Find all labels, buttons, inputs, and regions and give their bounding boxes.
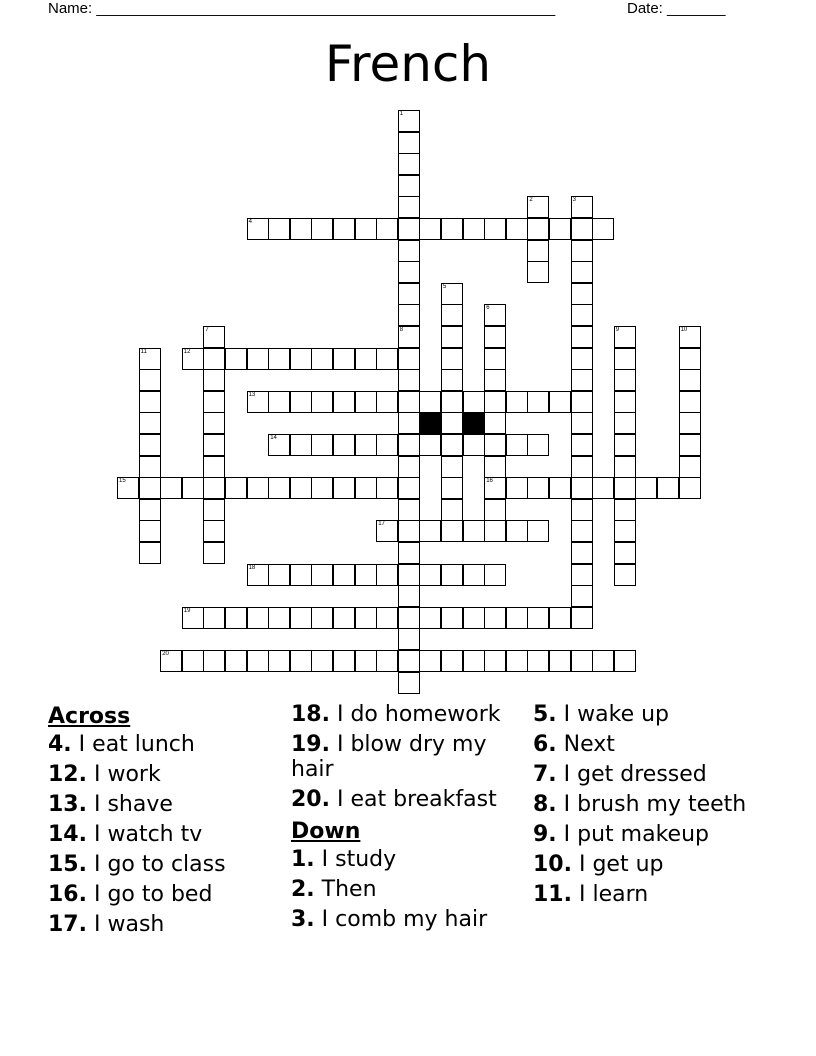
grid-cell[interactable]	[527, 240, 549, 262]
grid-cell[interactable]	[679, 477, 701, 499]
grid-cell[interactable]	[225, 607, 247, 629]
grid-cell[interactable]	[419, 564, 441, 586]
grid-cell[interactable]	[355, 564, 377, 586]
cell-number: 8	[399, 327, 404, 333]
grid-cell[interactable]	[268, 564, 290, 586]
grid-cell[interactable]	[679, 456, 701, 478]
grid-cell[interactable]	[203, 542, 225, 564]
grid-cell[interactable]	[139, 456, 161, 478]
grid-cell[interactable]	[398, 110, 420, 132]
grid-cell[interactable]	[333, 477, 355, 499]
grid-cell[interactable]	[441, 477, 463, 499]
grid-cell[interactable]	[333, 650, 355, 672]
grid-cell[interactable]	[376, 477, 398, 499]
grid-cell[interactable]	[268, 607, 290, 629]
grid-cell[interactable]	[203, 348, 225, 370]
grid-cell[interactable]	[398, 304, 420, 326]
grid-cell[interactable]	[160, 650, 182, 672]
grid-cell[interactable]	[398, 283, 420, 305]
grid-cell[interactable]	[203, 412, 225, 434]
grid-cell[interactable]	[484, 520, 506, 542]
cell-number: 17	[378, 521, 385, 528]
grid-cell[interactable]	[290, 218, 312, 240]
grid-cell[interactable]	[247, 650, 269, 672]
cell-number: 14	[270, 435, 277, 441]
grid-cell[interactable]	[441, 218, 463, 240]
grid-cell[interactable]	[614, 542, 636, 564]
grid-cell[interactable]	[376, 434, 398, 456]
grid-cell[interactable]	[441, 369, 463, 391]
grid-cell[interactable]	[527, 196, 549, 218]
clue-down-10: 10. I get up	[533, 852, 664, 877]
cell-number: 19	[183, 607, 191, 614]
grid-cell[interactable]	[355, 650, 377, 672]
grid-cell[interactable]	[290, 391, 312, 413]
grid-cell[interactable]	[463, 434, 485, 456]
grid-cell[interactable]	[484, 499, 506, 521]
grid-cell[interactable]	[398, 326, 420, 348]
grid-cell[interactable]	[203, 499, 225, 521]
grid-cell[interactable]	[333, 434, 355, 456]
grid-cell[interactable]	[290, 477, 312, 499]
grid-cell[interactable]	[398, 391, 420, 413]
clue-down-1: 1. I study	[291, 847, 397, 872]
grid-cell[interactable]	[549, 391, 571, 413]
grid-cell[interactable]	[679, 369, 701, 391]
grid-cell[interactable]	[463, 564, 485, 586]
grid-cell[interactable]	[571, 348, 593, 370]
grid-cell[interactable]	[311, 477, 333, 499]
grid-cell[interactable]	[614, 477, 636, 499]
grid-cell[interactable]	[355, 218, 377, 240]
grid-cell[interactable]	[398, 628, 420, 650]
cell-number: 3	[572, 197, 576, 204]
grid-cell[interactable]	[571, 499, 593, 521]
grid-cell[interactable]	[571, 196, 593, 218]
clue-down-5: 5. I wake up	[533, 702, 670, 727]
cell-number: 1	[399, 111, 404, 117]
grid-cell[interactable]	[398, 607, 420, 629]
cell-number: 15	[119, 478, 126, 485]
grid-cell[interactable]	[527, 477, 549, 499]
grid-cell[interactable]	[463, 650, 485, 672]
grid-cell[interactable]	[419, 391, 441, 413]
grid-cell[interactable]	[419, 218, 441, 240]
grid-cell[interactable]	[117, 477, 139, 499]
grid-cell[interactable]	[419, 520, 441, 542]
grid-cell[interactable]	[333, 218, 355, 240]
grid-cell[interactable]	[182, 477, 204, 499]
cell-number: 10	[680, 327, 688, 333]
grid-cell[interactable]	[463, 520, 485, 542]
across-heading: Across	[48, 704, 131, 729]
grid-cell[interactable]	[571, 283, 593, 305]
grid-cell[interactable]	[571, 456, 593, 478]
grid-cell[interactable]	[247, 348, 269, 370]
grid-cell[interactable]	[268, 391, 290, 413]
grid-cell[interactable]	[139, 369, 161, 391]
grid-cell[interactable]	[484, 650, 506, 672]
grid-cell[interactable]	[484, 564, 506, 586]
grid-cell[interactable]	[679, 391, 701, 413]
grid-cell[interactable]	[333, 348, 355, 370]
grid-cell[interactable]	[268, 434, 290, 456]
grid-cell[interactable]	[549, 650, 571, 672]
grid-cell[interactable]	[441, 283, 463, 305]
grid-cell[interactable]	[614, 348, 636, 370]
grid-cell[interactable]	[484, 348, 506, 370]
grid-cell[interactable]	[441, 499, 463, 521]
clue-across-19: 19. I blow dry my hair	[291, 732, 487, 782]
grid-cell[interactable]	[571, 240, 593, 262]
grid-cell[interactable]	[139, 434, 161, 456]
grid-cell[interactable]	[311, 607, 333, 629]
grid-cell[interactable]	[398, 240, 420, 262]
grid-cell[interactable]	[355, 434, 377, 456]
grid-cell[interactable]	[139, 391, 161, 413]
clue-down-2: 2. Then	[291, 877, 377, 902]
grid-cell[interactable]	[247, 477, 269, 499]
clue-across-16: 16. I go to bed	[48, 882, 213, 907]
cell-number: 5	[443, 283, 447, 290]
grid-cell[interactable]	[376, 391, 398, 413]
black-cell	[463, 412, 485, 434]
cell-number: 9	[615, 327, 620, 333]
grid-cell[interactable]	[376, 348, 398, 370]
grid-cell[interactable]	[398, 564, 420, 586]
grid-cell[interactable]	[527, 218, 549, 240]
grid-cell[interactable]	[398, 585, 420, 607]
grid-cell[interactable]	[333, 564, 355, 586]
grid-cell[interactable]	[441, 326, 463, 348]
grid-cell[interactable]	[398, 153, 420, 175]
grid-cell[interactable]	[441, 434, 463, 456]
grid-cell[interactable]	[614, 391, 636, 413]
grid-cell[interactable]	[441, 412, 463, 434]
clue-down-11: 11. I learn	[533, 882, 649, 907]
grid-cell[interactable]	[679, 348, 701, 370]
grid-cell[interactable]	[203, 369, 225, 391]
grid-cell[interactable]	[441, 650, 463, 672]
grid-cell[interactable]	[484, 304, 506, 326]
grid-cell[interactable]	[571, 412, 593, 434]
grid-cell[interactable]	[139, 499, 161, 521]
grid-cell[interactable]	[376, 650, 398, 672]
clue-down-9: 9. I put makeup	[533, 822, 709, 847]
grid-cell[interactable]	[484, 369, 506, 391]
grid-cell[interactable]	[571, 218, 593, 240]
grid-cell[interactable]	[657, 477, 679, 499]
grid-cell[interactable]	[614, 326, 636, 348]
grid-cell[interactable]	[571, 607, 593, 629]
grid-cell[interactable]	[398, 132, 420, 154]
cell-number: 20	[162, 651, 169, 657]
grid-cell[interactable]	[268, 218, 290, 240]
grid-cell[interactable]	[203, 456, 225, 478]
grid-cell[interactable]	[311, 434, 333, 456]
grid-cell[interactable]	[614, 499, 636, 521]
grid-cell[interactable]	[441, 391, 463, 413]
grid-cell[interactable]	[506, 520, 528, 542]
grid-cell[interactable]	[182, 348, 204, 370]
grid-cell[interactable]	[398, 218, 420, 240]
grid-cell[interactable]	[571, 520, 593, 542]
grid-cell[interactable]	[225, 477, 247, 499]
grid-cell[interactable]	[398, 412, 420, 434]
grid-cell[interactable]	[419, 650, 441, 672]
clues-column-2	[291, 702, 526, 937]
grid-cell[interactable]	[398, 434, 420, 456]
grid-cell[interactable]	[614, 369, 636, 391]
cell-number: 12	[183, 348, 191, 355]
cell-number: 2	[529, 197, 533, 204]
grid-cell[interactable]	[247, 391, 269, 413]
clue-across-13: 13. I shave	[48, 792, 173, 817]
grid-cell[interactable]	[376, 564, 398, 586]
grid-cell[interactable]	[398, 542, 420, 564]
grid-cell[interactable]	[398, 650, 420, 672]
grid-cell[interactable]	[139, 477, 161, 499]
grid-cell[interactable]	[203, 477, 225, 499]
grid-cell[interactable]	[571, 585, 593, 607]
grid-cell[interactable]	[290, 564, 312, 586]
cell-number: 6	[486, 305, 490, 312]
grid-cell[interactable]	[549, 607, 571, 629]
clue-across-18: 18. I do homework	[291, 702, 501, 727]
clue-across-12: 12. I work	[48, 762, 161, 787]
grid-cell[interactable]	[484, 607, 506, 629]
grid-cell[interactable]	[571, 369, 593, 391]
grid-cell[interactable]	[441, 304, 463, 326]
clue-across-20: 20. I eat breakfast	[291, 787, 497, 812]
clue-down-7: 7. I get dressed	[533, 762, 707, 787]
grid-cell[interactable]	[376, 520, 398, 542]
grid-cell[interactable]	[290, 650, 312, 672]
grid-cell[interactable]	[527, 520, 549, 542]
clue-across-17: 17. I wash	[48, 912, 165, 937]
grid-cell[interactable]	[290, 434, 312, 456]
grid-cell[interactable]	[571, 542, 593, 564]
grid-cell[interactable]	[203, 520, 225, 542]
grid-cell[interactable]	[463, 607, 485, 629]
grid-cell[interactable]	[571, 304, 593, 326]
grid-cell[interactable]	[333, 391, 355, 413]
grid-cell[interactable]	[527, 650, 549, 672]
grid-cell[interactable]	[139, 520, 161, 542]
grid-cell[interactable]	[203, 326, 225, 348]
grid-cell[interactable]	[247, 564, 269, 586]
grid-cell[interactable]	[398, 672, 420, 694]
grid-cell[interactable]	[441, 456, 463, 478]
grid-cell[interactable]	[679, 412, 701, 434]
name-field[interactable]: Name: _______________________________________________________	[48, 0, 556, 17]
grid-cell[interactable]	[247, 218, 269, 240]
grid-cell[interactable]	[160, 477, 182, 499]
grid-cell[interactable]	[311, 391, 333, 413]
grid-cell[interactable]	[527, 434, 549, 456]
clue-down-8: 8. I brush my teeth	[533, 792, 747, 817]
grid-cell[interactable]	[463, 218, 485, 240]
grid-cell[interactable]	[506, 607, 528, 629]
grid-cell[interactable]	[592, 650, 614, 672]
grid-cell[interactable]	[571, 564, 593, 586]
grid-cell[interactable]	[441, 607, 463, 629]
grid-cell[interactable]	[614, 434, 636, 456]
grid-cell[interactable]	[139, 412, 161, 434]
grid-cell[interactable]	[679, 326, 701, 348]
grid-cell[interactable]	[398, 520, 420, 542]
clues-column-3	[533, 702, 773, 912]
grid-cell[interactable]	[398, 175, 420, 197]
grid-cell[interactable]	[355, 607, 377, 629]
grid-cell[interactable]	[182, 650, 204, 672]
grid-cell[interactable]	[614, 564, 636, 586]
grid-cell[interactable]	[614, 456, 636, 478]
grid-cell[interactable]	[484, 391, 506, 413]
grid-cell[interactable]	[506, 434, 528, 456]
grid-cell[interactable]	[506, 477, 528, 499]
grid-cell[interactable]	[203, 650, 225, 672]
cell-number: 16	[486, 478, 493, 485]
grid-cell[interactable]	[311, 348, 333, 370]
grid-cell[interactable]	[506, 218, 528, 240]
grid-cell[interactable]	[333, 607, 355, 629]
grid-cell[interactable]	[484, 477, 506, 499]
grid-cell[interactable]	[376, 218, 398, 240]
grid-cell[interactable]	[398, 499, 420, 521]
cell-number: 18	[248, 564, 256, 571]
black-cell	[419, 412, 441, 434]
cell-number: 11	[140, 348, 147, 355]
grid-cell[interactable]	[441, 564, 463, 586]
grid-cell[interactable]	[355, 348, 377, 370]
grid-cell[interactable]	[484, 456, 506, 478]
grid-cell[interactable]	[311, 564, 333, 586]
grid-cell[interactable]	[419, 607, 441, 629]
grid-cell[interactable]	[182, 607, 204, 629]
grid-cell[interactable]	[398, 348, 420, 370]
grid-cell[interactable]	[592, 477, 614, 499]
grid-cell[interactable]	[484, 218, 506, 240]
grid-cell[interactable]	[311, 650, 333, 672]
grid-cell[interactable]	[571, 391, 593, 413]
grid-cell[interactable]	[355, 477, 377, 499]
grid-cell[interactable]	[398, 369, 420, 391]
grid-cell[interactable]	[614, 412, 636, 434]
grid-cell[interactable]	[571, 434, 593, 456]
cell-number: 7	[205, 327, 209, 333]
grid-cell[interactable]	[203, 607, 225, 629]
grid-cell[interactable]	[139, 542, 161, 564]
grid-cell[interactable]	[484, 434, 506, 456]
grid-cell[interactable]	[441, 520, 463, 542]
grid-cell[interactable]	[398, 456, 420, 478]
down-heading: Down	[291, 819, 361, 844]
grid-cell[interactable]	[571, 650, 593, 672]
clue-across-15: 15. I go to class	[48, 852, 226, 877]
grid-cell[interactable]	[571, 261, 593, 283]
grid-cell[interactable]	[527, 391, 549, 413]
grid-cell[interactable]	[398, 261, 420, 283]
grid-cell[interactable]	[419, 434, 441, 456]
cell-number: 13	[248, 391, 256, 398]
clues-column-1	[48, 702, 283, 942]
grid-cell[interactable]	[506, 650, 528, 672]
grid-cell[interactable]	[614, 520, 636, 542]
grid-cell[interactable]	[290, 348, 312, 370]
grid-cell[interactable]	[614, 650, 636, 672]
grid-cell[interactable]	[376, 607, 398, 629]
grid-cell[interactable]	[203, 434, 225, 456]
grid-cell[interactable]	[268, 348, 290, 370]
grid-cell[interactable]	[398, 196, 420, 218]
clue-down-3: 3. I comb my hair	[291, 907, 488, 932]
grid-cell[interactable]	[484, 326, 506, 348]
grid-cell[interactable]	[139, 348, 161, 370]
grid-cell[interactable]	[225, 650, 247, 672]
grid-cell[interactable]	[398, 477, 420, 499]
grid-cell[interactable]	[592, 218, 614, 240]
grid-cell[interactable]	[635, 477, 657, 499]
grid-cell[interactable]	[290, 607, 312, 629]
grid-cell[interactable]	[549, 218, 571, 240]
grid-cell[interactable]	[527, 261, 549, 283]
grid-cell[interactable]	[247, 607, 269, 629]
grid-cell[interactable]	[203, 391, 225, 413]
clue-across-14: 14. I watch tv	[48, 822, 203, 847]
clue-across-4: 4. I eat lunch	[48, 732, 195, 757]
grid-cell[interactable]	[463, 391, 485, 413]
date-field[interactable]: Date: _______	[627, 0, 726, 17]
clue-down-6: 6. Next	[533, 732, 615, 757]
grid-cell[interactable]	[441, 348, 463, 370]
grid-cell[interactable]	[679, 434, 701, 456]
grid-cell[interactable]	[355, 391, 377, 413]
grid-cell[interactable]	[311, 218, 333, 240]
grid-cell[interactable]	[549, 477, 571, 499]
page-title: French	[324, 35, 492, 93]
grid-cell[interactable]	[506, 391, 528, 413]
grid-cell[interactable]	[268, 477, 290, 499]
grid-cell[interactable]	[225, 348, 247, 370]
grid-cell[interactable]	[571, 326, 593, 348]
cell-number: 4	[248, 219, 252, 225]
grid-cell[interactable]	[484, 412, 506, 434]
grid-cell[interactable]	[527, 607, 549, 629]
grid-cell[interactable]	[268, 650, 290, 672]
grid-cell[interactable]	[571, 477, 593, 499]
